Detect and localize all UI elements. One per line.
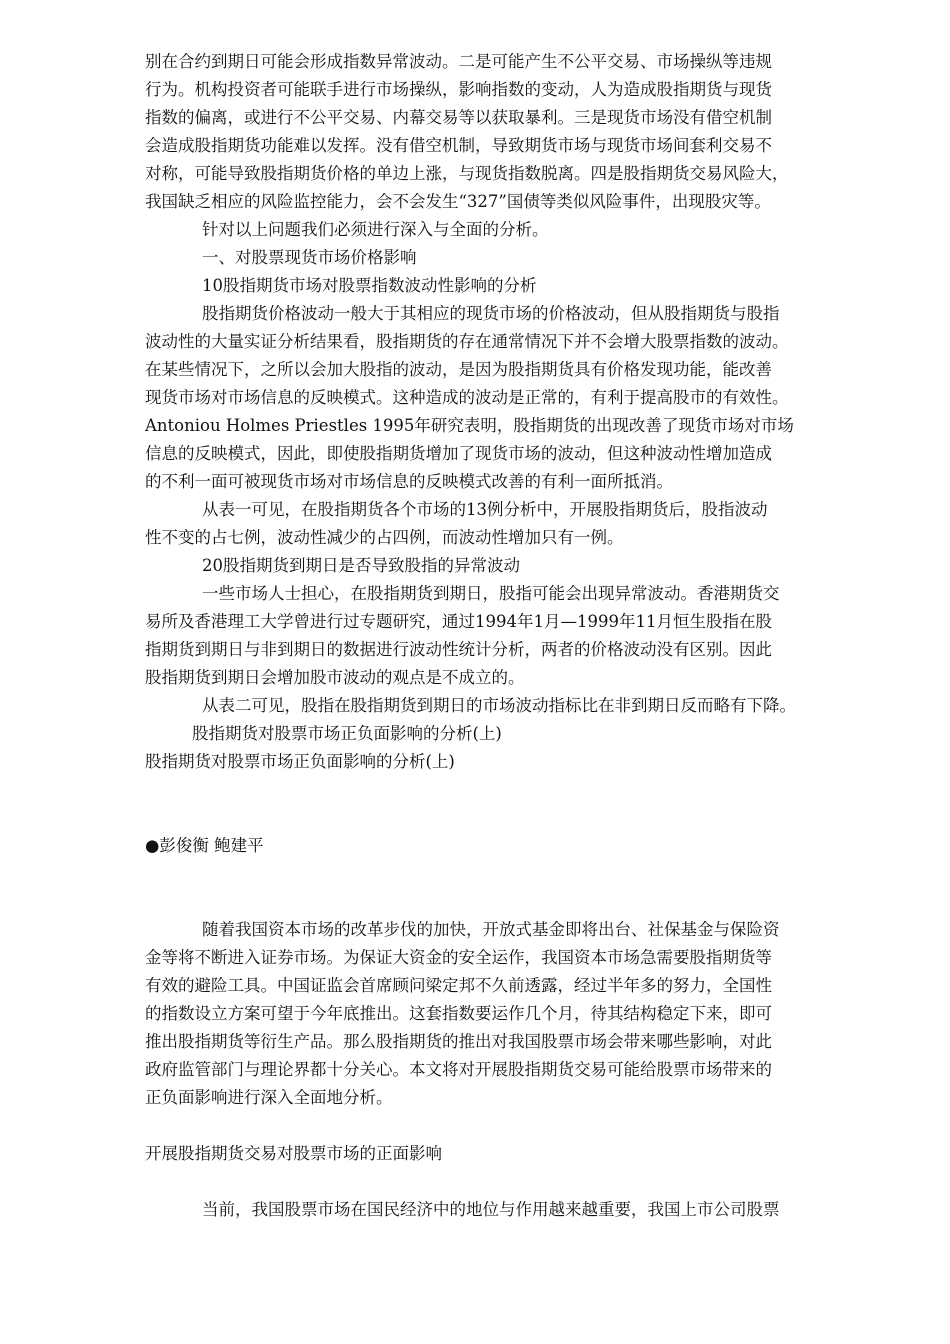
body-text-line: 指数的偏离，或进行不公平交易、内幕交易等以获取暴利。三是现货市场没有借空机制	[145, 108, 772, 127]
body-text-line: Antoniou Holmes Priestles 1995年研究表明，股指期货的出现改善了现货市场对市场	[145, 416, 794, 435]
body-text-line: 推出股指期货等衍生产品。那么股指期货的推出对我国股票市场会带来哪些影响，对此	[145, 1032, 772, 1051]
body-text-line: 指期货到期日与非到期日的数据进行波动性统计分析，两者的价格波动没有区别。因此	[145, 640, 772, 659]
subsection-heading: 20股指期货到期日是否导致股指的异常波动	[202, 556, 520, 575]
body-text-line: 别在合约到期日可能会形成指数异常波动。二是可能产生不公平交易、市场操纵等违规	[145, 52, 772, 71]
body-text-line: 从表一可见，在股指期货各个市场的13例分析中，开展股指期货后，股指波动	[202, 500, 768, 519]
body-text-line: 政府监管部门与理论界都十分关心。本文将对开展股指期货交易可能给股票市场带来的	[145, 1060, 772, 1079]
subsection-heading: 10股指期货市场对股票指数波动性影响的分析	[202, 276, 537, 295]
body-text-line: 一些市场人士担心，在股指期货到期日，股指可能会出现异常波动。香港期货交	[202, 584, 780, 603]
body-text-line: 现货市场对市场信息的反映模式。这种造成的波动是正常的，有利于提高股市的有效性。	[145, 388, 789, 407]
section-heading: 一、对股票现货市场价格影响	[202, 248, 417, 267]
body-text-line: 随着我国资本市场的改革步伐的加快，开放式基金即将出台、社保基金与保险资	[202, 920, 780, 939]
body-text-line: 当前，我国股票市场在国民经济中的地位与作用越来越重要，我国上市公司股票	[202, 1200, 780, 1219]
body-text-line: 的指数设立方案可望于今年底推出。这套指数要运作几个月，待其结构稳定下来，即可	[145, 1004, 772, 1023]
article-title: 股指期货对股票市场正负面影响的分析(上)	[145, 752, 455, 771]
body-text-line: 股指期货价格波动一般大于其相应的现货市场的价格波动，但从股指期货与股指	[202, 304, 780, 323]
body-text-line: 我国缺乏相应的风险监控能力，会不会发生“327”国债等类似风险事件，出现股灾等。	[145, 192, 771, 211]
body-text-line: 在某些情况下，之所以会加大股指的波动，是因为股指期货具有价格发现功能，能改善	[145, 360, 772, 379]
body-text-line: 会造成股指期货功能难以发挥。没有借空机制，导致期货市场与现货市场间套利交易不	[145, 136, 772, 155]
body-text-line: 对称，可能导致股指期货价格的单边上涨，与现货指数脱离。四是股指期货交易风险大，	[145, 164, 789, 183]
body-text-line: 有效的避险工具。中国证监会首席顾问梁定邦不久前透露，经过半年多的努力，全国性	[145, 976, 772, 995]
body-text-line: 性不变的占七例，波动性减少的占四例，而波动性增加只有一例。	[145, 528, 624, 547]
body-text-line: 波动性的大量实证分析结果看，股指期货的存在通常情况下并不会增大股票指数的波动。	[145, 332, 789, 351]
body-text-line: 金等将不断进入证券市场。为保证大资金的安全运作，我国资本市场急需要股指期货等	[145, 948, 772, 967]
body-text-line: 行为。机构投资者可能联手进行市场操纵，影响指数的变动，人为造成股指期货与现货	[145, 80, 772, 99]
paragraph-analysis: 针对以上问题我们必须进行深入与全面的分析。	[202, 220, 549, 239]
article-title: 股指期货对股票市场正负面影响的分析(上)	[192, 724, 502, 743]
body-text-line: 正负面影响进行深入全面地分析。	[145, 1088, 393, 1107]
author-line: ●彭俊衡 鲍建平	[145, 836, 264, 855]
body-text-line: 的不利一面可被现货市场对市场信息的反映模式改善的有利一面所抵消。	[145, 472, 673, 491]
body-text-line: 信息的反映模式，因此，即使股指期货增加了现货市场的波动，但这种波动性增加造成	[145, 444, 772, 463]
section-heading: 开展股指期货交易对股票市场的正面影响	[145, 1144, 442, 1163]
body-text-line: 从表二可见，股指在股指期货到期日的市场波动指标比在非到期日反而略有下降。	[202, 696, 796, 715]
body-text-line: 股指期货到期日会增加股市波动的观点是不成立的。	[145, 668, 525, 687]
body-text-line: 易所及香港理工大学曾进行过专题研究，通过1994年1月—1999年11月恒生股指在股	[145, 612, 772, 631]
